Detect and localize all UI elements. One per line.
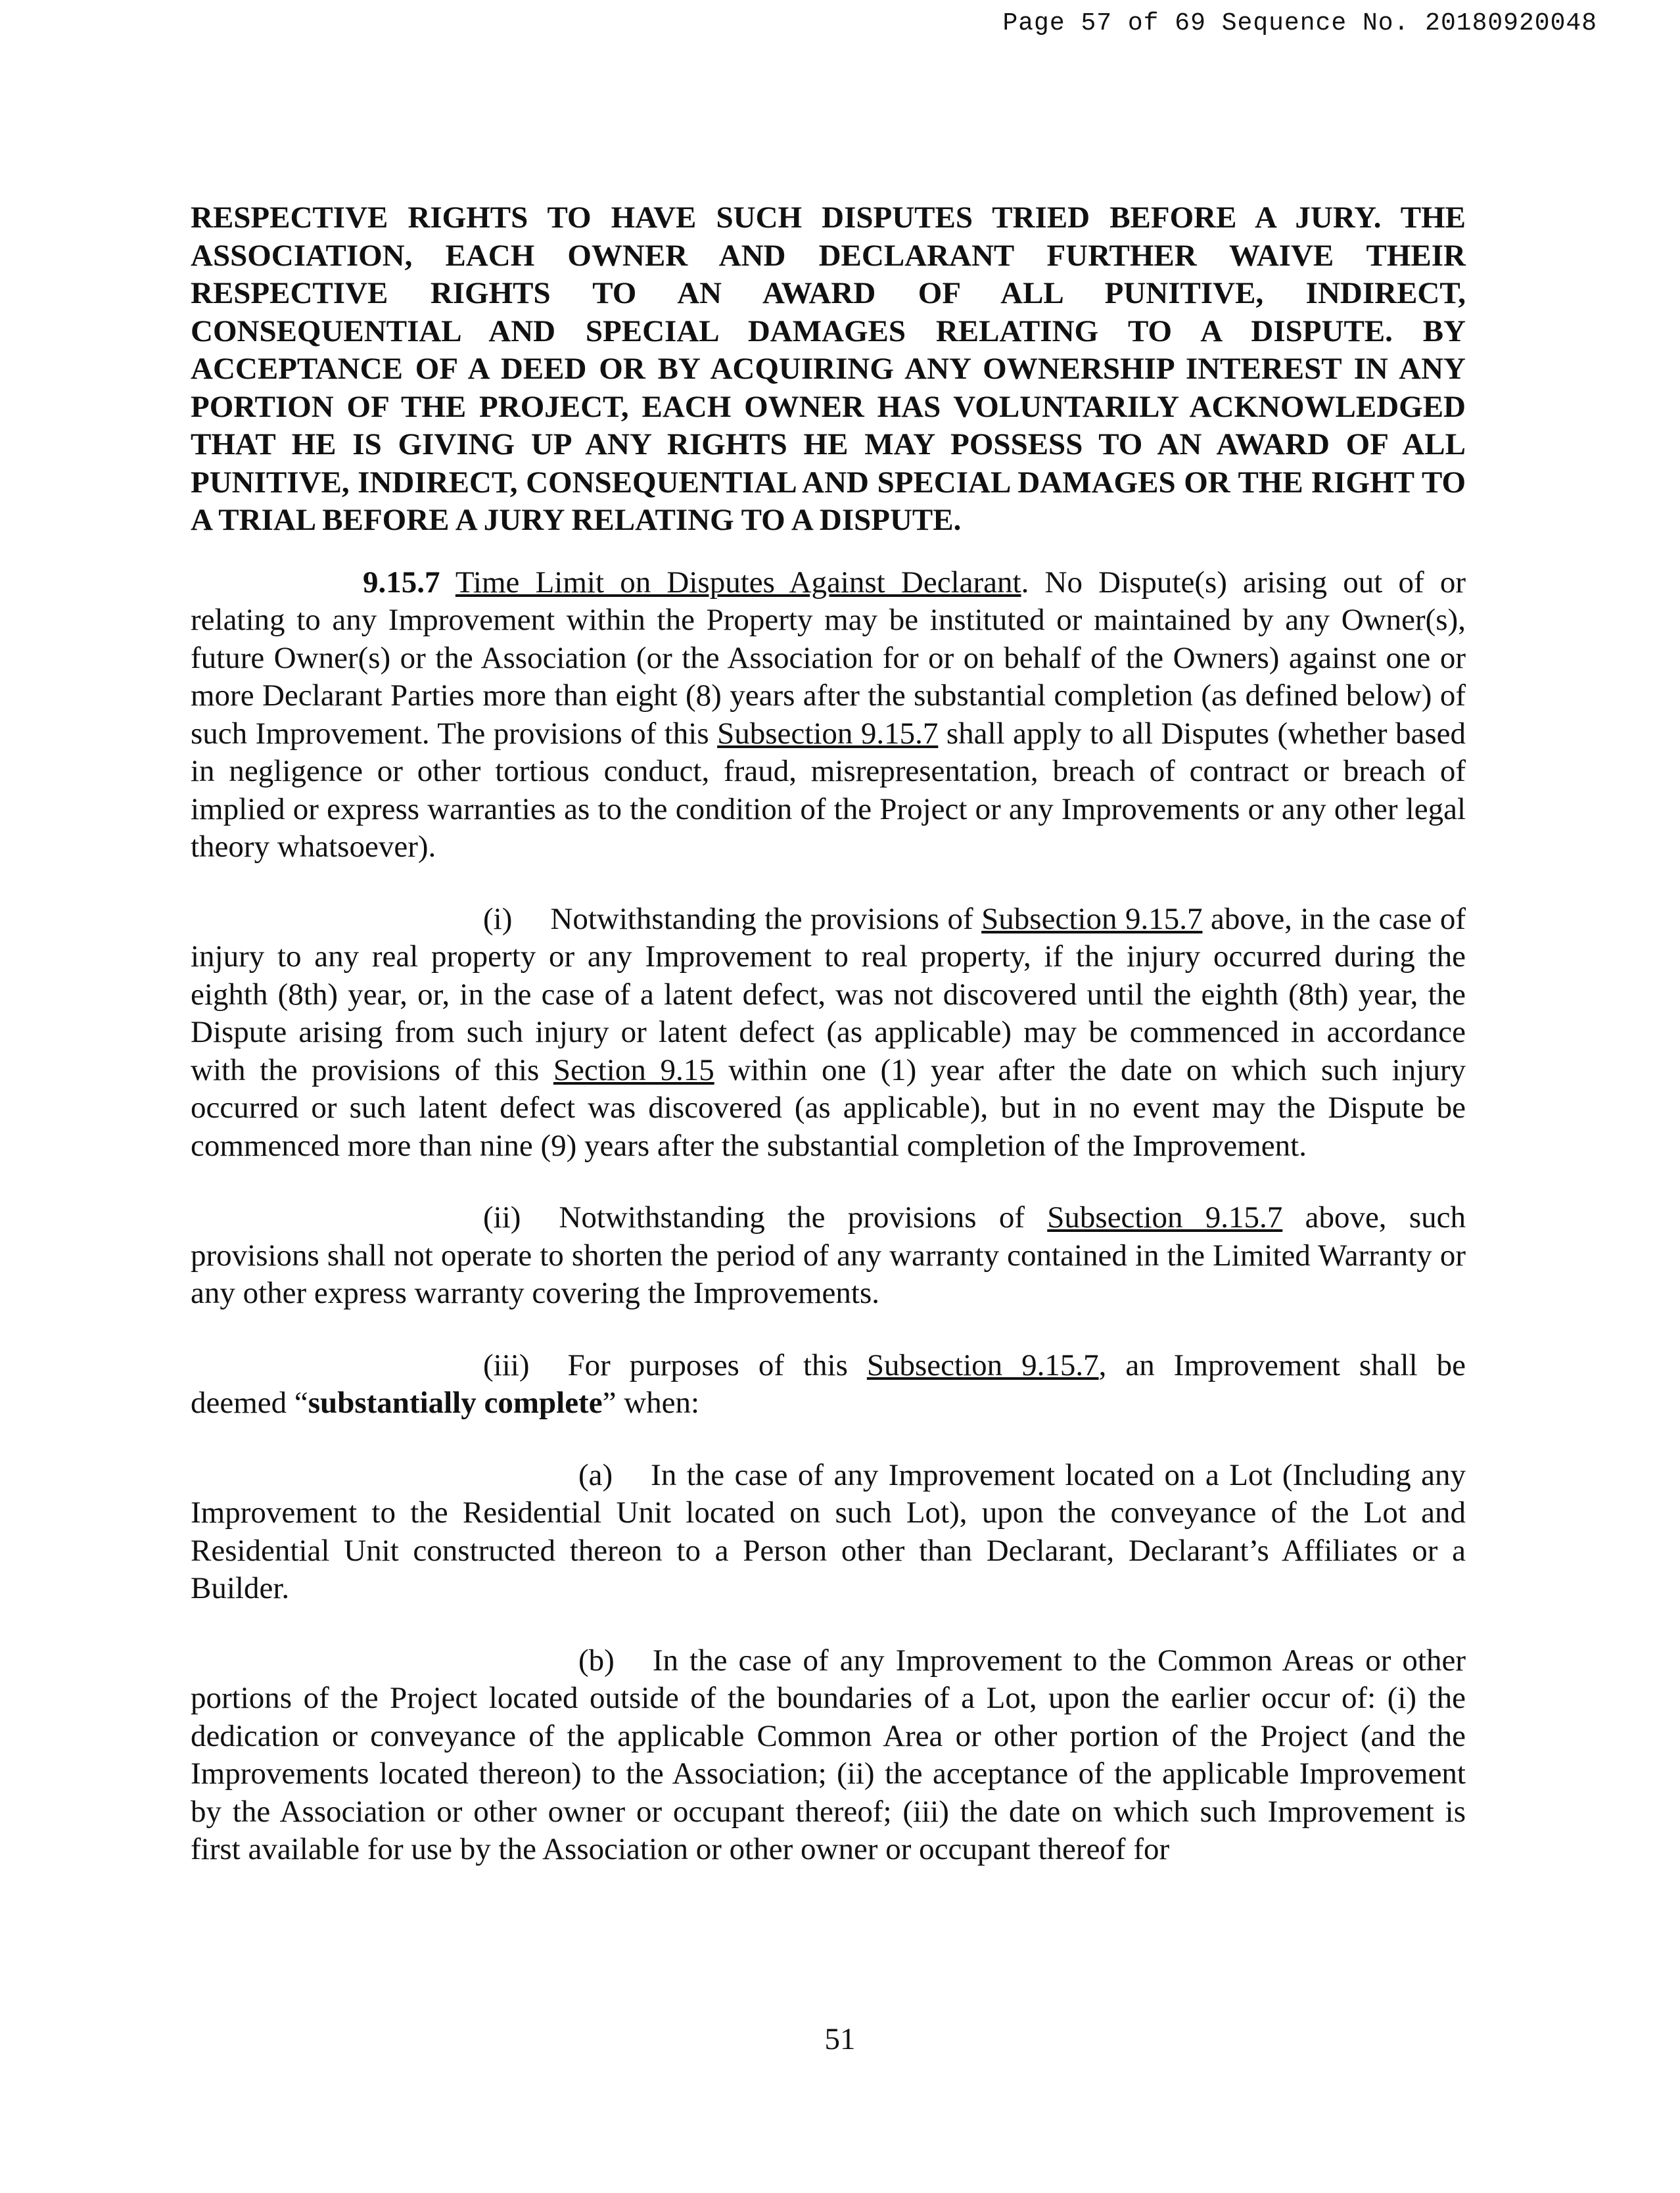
subsection-reference: Subsection 9.15.7 (1047, 1200, 1283, 1235)
item-b-paragraph (191, 1642, 1466, 1869)
item-label: (i) (483, 901, 513, 936)
item-label: (a) (578, 1457, 613, 1492)
item-text: In the case of any Improvement located on a Lot (Including any Improvement to the Residential Unit located on such Lot), upon the conveyance of the Lot and Residential Unit constructed thereon to a Person other than Declarant, Declarant’s Affiliates or a Builder. (191, 1457, 1466, 1605)
item-text-part: within one (1) year after the date on which such injury occurred or such latent defect was discovered (as applicable), but in no event may the Dispute be commenced more than nine (9) years after the substantial completion of the Improvement. (191, 1052, 1466, 1163)
subsection-reference: Subsection 9.15.7 (981, 901, 1203, 936)
item-text-part: above, such provisions shall not operate to shorten the period of any warranty contained in the Limited Warranty or any other express warranty covering the Improvements. (191, 1200, 1466, 1310)
item-text-part: ” when: (602, 1386, 700, 1420)
item-text-part: Notwithstanding the provisions of (550, 901, 982, 936)
item-text-part: , an Improvement shall be deemed “ (191, 1348, 1466, 1420)
item-text-part: For purposes of this (567, 1348, 867, 1382)
item-iii-paragraph (191, 1347, 1466, 1423)
section-heading: Time Limit on Disputes Against Declarant (455, 565, 1021, 600)
item-label: (ii) (483, 1200, 521, 1235)
section-number: 9.15.7 (363, 565, 440, 600)
item-a-paragraph (191, 1457, 1466, 1608)
item-text-part: Notwithstanding the provisions of (559, 1200, 1048, 1235)
item-ii-paragraph (191, 1199, 1466, 1313)
section-text-part: shall apply to all Disputes (whether based in negligence or other tortious conduct, fraud, misrepresentation, breach of contract or breach of implied or express warranties as to the condition of the Project or any Improvements or any other legal theory whatsoever). (191, 716, 1466, 864)
item-text: In the case of any Improvement to the Common Areas or other portions of the Project located outside of the boundaries of a Lot, upon the earlier occur of: (i) the dedication or conveyance of the applicable Common Area or other portion of the Project (and the Improvements located thereon) to the Association; (ii) the acceptance of the applicable Improvement by the Association or other owner or occupant thereof; (iii) the date on which such Improvement is first available for use by the Association or other owner or occupant thereof for (191, 1643, 1466, 1866)
item-label: (b) (578, 1643, 615, 1678)
section-9-15-7-paragraph (191, 564, 1466, 866)
section-text-part: . No Dispute(s) arising out of or relating to any Improvement within the Property may be instituted or maintained by any Owner(s), future Owner(s) or the Association (or the Association for or on behalf of the Owners) against one or more Declarant Parties more than eight (8) years after the substantial completion (as defined below) of such Improvement. The provisions of this (191, 565, 1466, 751)
jury-waiver-paragraph: RESPECTIVE RIGHTS TO HAVE SUCH DISPUTES TRIED BEFORE A JURY. THE ASSOCIATION, EACH OWNER AND DECLARANT FURTHER WAIVE THEIR RESPECTIVE RIGHTS TO AN AWARD OF ALL PUNITIVE, INDIRECT, CONSEQUENTIAL AND SPECIAL DAMAGES RELATING TO A DISPUTE. BY ACCEPTANCE OF A DEED OR BY ACQUIRING ANY OWNERSHIP INTEREST IN ANY PORTION OF THE PROJECT, EACH OWNER HAS VOLUNTARILY ACKNOWLEDGED THAT HE IS GIVING UP ANY RIGHTS HE MAY POSSESS TO AN AWARD OF ALL PUNITIVE, INDIRECT, CONSEQUENTIAL AND SPECIAL DAMAGES OR THE RIGHT TO A TRIAL BEFORE A JURY RELATING TO A DISPUTE. (191, 200, 1466, 537)
page-header: Page 57 of 69 Sequence No. 20180920048 (1002, 9, 1597, 37)
defined-term: substantially complete (308, 1386, 603, 1420)
page-number: 51 (824, 2022, 856, 2056)
subsection-reference: Subsection 9.15.7 (717, 716, 939, 751)
item-i-paragraph (191, 901, 1466, 1166)
item-label: (iii) (483, 1348, 530, 1382)
section-reference: Section 9.15 (553, 1052, 714, 1087)
subsection-reference: Subsection 9.15.7 (866, 1348, 1099, 1382)
document-body (191, 199, 1466, 1903)
item-text-part: above, in the case of injury to any real property or any Improvement to real property, if the injury occurred during the eighth (8th) year, or, in the case of a latent defect, was not discovered until the eighth (8th) year, the Dispute arising from such injury or latent defect (as applicable) may be commenced in accordance with the provisions of this (191, 901, 1466, 1087)
